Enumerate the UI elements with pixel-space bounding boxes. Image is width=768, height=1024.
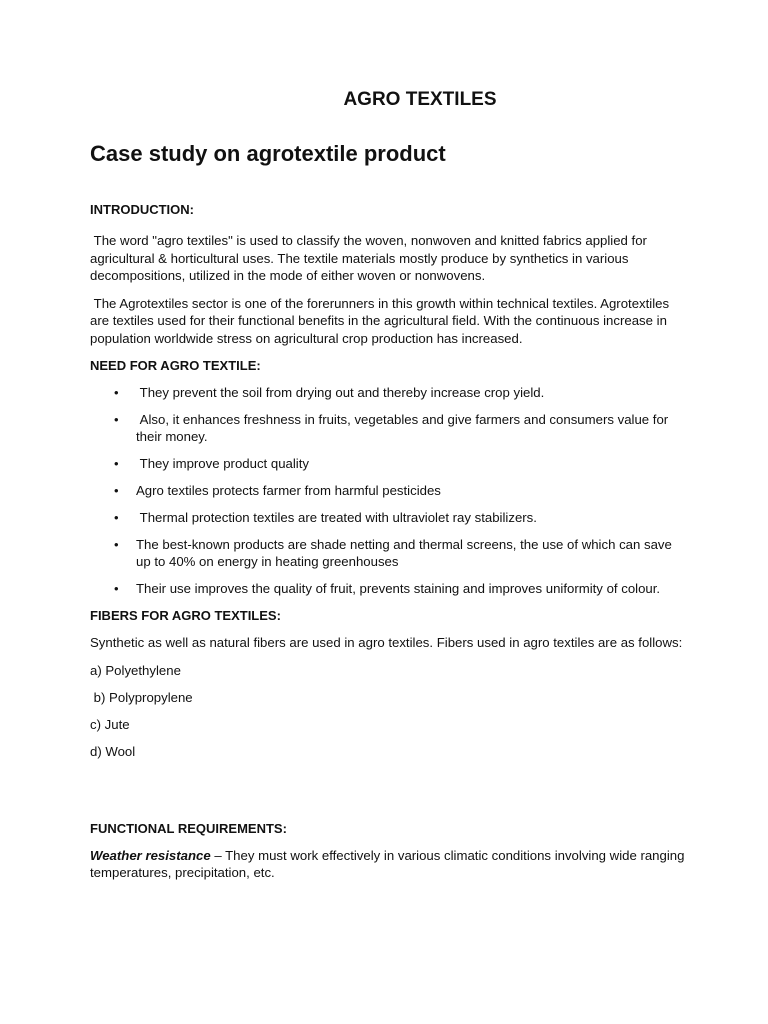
need-item-text: They prevent the soil from drying out and thereby increase crop yield.: [136, 385, 545, 400]
bullet-icon: •: [114, 385, 119, 400]
page-subtitle: Case study on agrotextile product: [90, 141, 446, 166]
page-title: AGRO TEXTILES: [343, 89, 497, 110]
need-list-item: [90, 455, 690, 472]
need-list-item: [90, 384, 690, 401]
fiber-item: b) Polypropylene: [90, 689, 193, 705]
bullet-icon: •: [114, 456, 119, 471]
need-list-item: [90, 482, 690, 499]
bullet-icon: •: [114, 483, 119, 498]
need-item-text: Agro textiles protects farmer from harmful pesticides: [136, 483, 441, 498]
functional-requirement: [90, 847, 690, 882]
bullet-icon: •: [114, 510, 119, 525]
bullet-icon: •: [114, 537, 119, 552]
fibers-heading: FIBERS FOR AGRO TEXTILES:: [90, 608, 281, 623]
need-list-item: [90, 536, 690, 570]
functional-term: Weather resistance: [90, 847, 211, 863]
need-item-text: The best-known products are shade netting and thermal screens, the use of which can save up to 40% on energy in heating greenhouses: [136, 537, 676, 569]
fiber-item: d) Wool: [90, 743, 136, 759]
bullet-icon: •: [114, 412, 119, 427]
need-list-item: [90, 411, 690, 445]
fibers-intro: Synthetic as well as natural fibers are used in agro textiles. Fibers used in agro textiles are as follows:: [90, 635, 683, 650]
functional-heading: FUNCTIONAL REQUIREMENTS:: [90, 820, 287, 836]
need-list-item: [90, 509, 690, 526]
need-item-text: Their use improves the quality of fruit, prevents staining and improves uniformity of colour.: [136, 581, 661, 596]
introduction-heading: INTRODUCTION:: [90, 202, 194, 217]
need-heading: NEED FOR AGRO TEXTILE:: [90, 358, 261, 373]
need-list: [90, 384, 690, 597]
need-list-item: [90, 580, 690, 597]
fiber-item: c) Jute: [90, 716, 130, 732]
section-spacer: [90, 770, 690, 820]
functional-description: – They must work effectively in various climatic conditions involving wide ranging temperatures, precipitation, etc.: [90, 847, 685, 880]
fiber-item: a) Polyethylene: [90, 662, 181, 678]
need-item-text: Also, it enhances freshness in fruits, vegetables and give farmers and consumers value for their money.: [136, 412, 672, 444]
need-item-text: Thermal protection textiles are treated with ultraviolet ray stabilizers.: [136, 510, 537, 525]
document-body: [90, 201, 690, 882]
introduction-paragraph-2: The Agrotextiles sector is one of the forerunners in this growth within technical textiles. Agrotextiles are textiles used for their functional benefits in the agricultural field. With the continuous increase in population worldwide stress on agricultural crop production has increased.: [90, 295, 673, 346]
introduction-paragraph-1: The word "agro textiles" is used to classify the woven, nonwoven and knitted fabrics applied for agricultural & horticultural uses. The textile materials mostly produce by synthetics in various decompositions, utilized in the mode of either woven or nonwovens.: [90, 233, 651, 283]
need-item-text: They improve product quality: [136, 456, 309, 471]
bullet-icon: •: [114, 581, 119, 596]
